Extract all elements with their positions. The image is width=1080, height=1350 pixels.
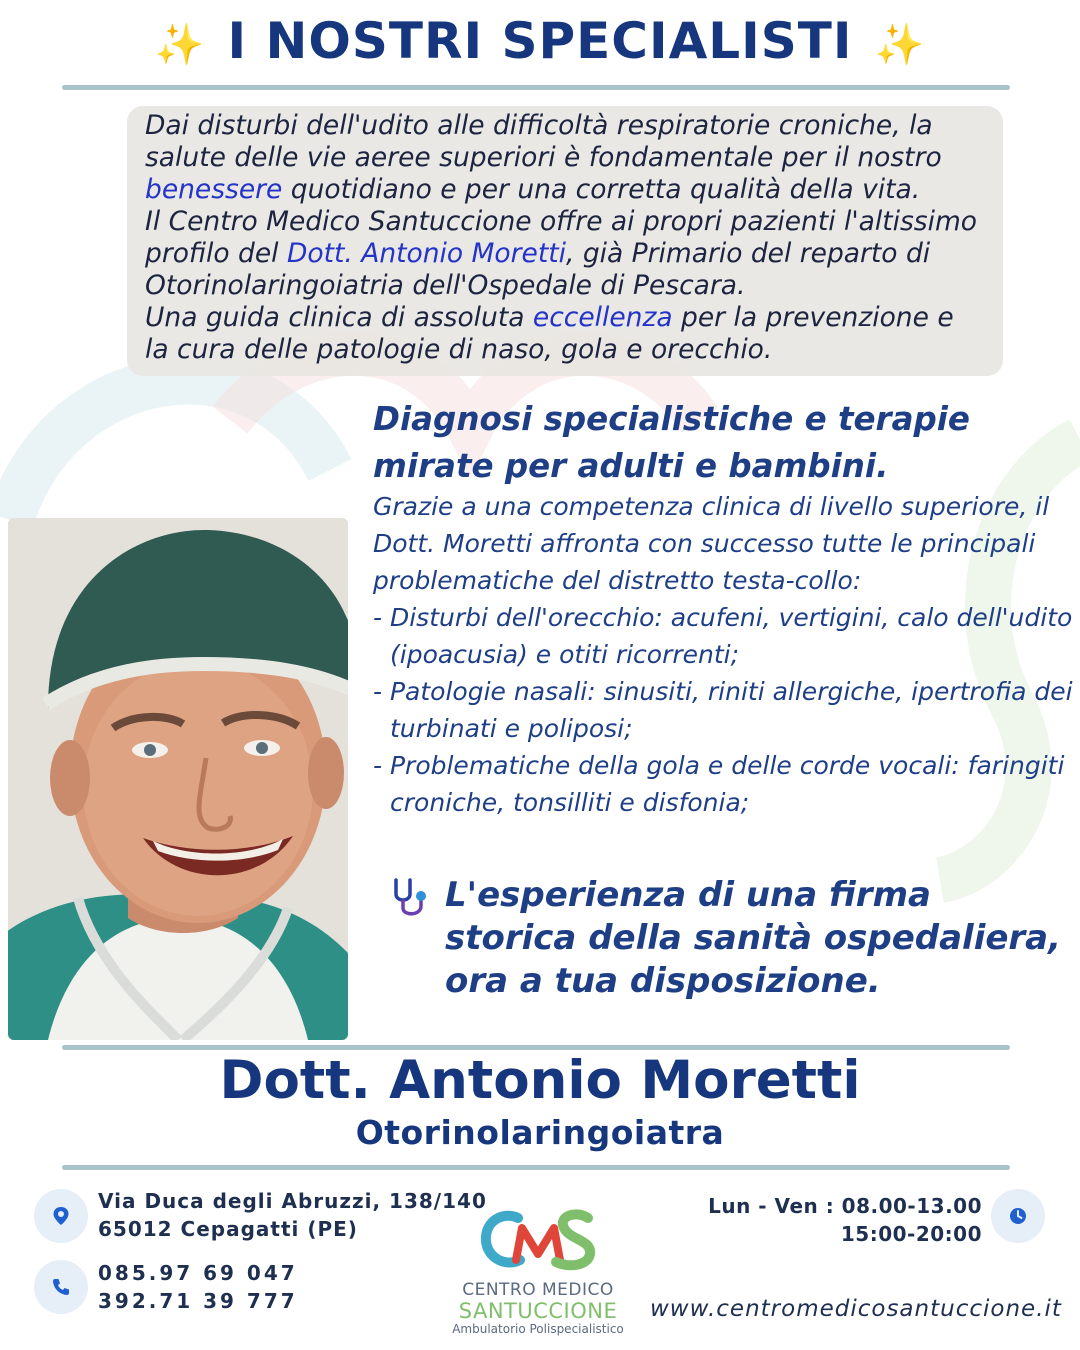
address-line-2: 65012 Cepagatti (PE) [98, 1217, 358, 1241]
phone-number-2[interactable]: 392.71 39 777 [98, 1289, 298, 1313]
logo-line-2: SANTUCCIONE [458, 1299, 618, 1323]
address [98, 1187, 487, 1243]
location-pin-icon [34, 1189, 88, 1243]
sparkle-icon: ✨ [874, 22, 926, 68]
diagnosis-body [373, 488, 1073, 821]
diagnosis-heading: Diagnosi specialistiche e terapie mirate per adulti e bambini. [373, 400, 970, 485]
phones [98, 1259, 298, 1315]
intro-box [127, 106, 1003, 376]
logo [448, 1204, 628, 1340]
stethoscope-icon [388, 876, 432, 920]
sparkle-icon: ✨ [154, 22, 206, 68]
list-item: - Patologie nasali: sinusiti, riniti allergiche, ipertrofia dei turbinati e poliposi; [373, 677, 1073, 743]
highlight-doctor-name: Dott. Antonio Moretti [286, 238, 566, 269]
doctor-name: Dott. Antonio Moretti [219, 1050, 861, 1111]
list-item: - Problematiche della gola e delle corde vocali: faringiti croniche, tonsilliti e disfonia; [373, 751, 1065, 817]
page-title [0, 12, 1080, 70]
doctor-photo [8, 518, 348, 1040]
logo-mark-icon [478, 1204, 598, 1274]
intro-paragraph-2: Il Centro Medico Santuccione offre ai propri pazienti l'altissimo profilo del Dott. Antonio Moretti, già Primario del reparto di Otorinolaringoiatria dell'Ospedale di Pescara. [145, 206, 977, 301]
logo-line-1: CENTRO MEDICO [462, 1280, 614, 1300]
phone-number-1[interactable]: 085.97 69 047 [98, 1261, 298, 1285]
intro-paragraph-1: Dai disturbi dell'udito alle difficoltà respiratorie croniche, la salute delle vie aeree superiori è fondamentale per il nostro benessere quotidiano e per una corretta qualità della vita. [145, 110, 942, 205]
clock-icon [991, 1189, 1045, 1243]
website-link[interactable]: www.centromedicosantuccione.it [650, 1296, 1062, 1322]
hours-line-2: 15:00-20:00 [840, 1222, 982, 1246]
address-line-1: Via Duca degli Abruzzi, 138/140 [98, 1189, 487, 1213]
diagnosis-intro: Grazie a una competenza clinica di livello superiore, il Dott. Moretti affronta con successo tutte le principali problematiche del distretto testa-collo: [373, 492, 1050, 595]
opening-hours [708, 1192, 982, 1248]
list-item: - Disturbi dell'orecchio: acufeni, vertigini, calo dell'udito (ipoacusia) e otiti ricorrenti; [373, 603, 1073, 669]
highlight-benessere: benessere [145, 174, 283, 205]
doctor-role: Otorinolaringoiatra [355, 1113, 725, 1152]
divider [62, 85, 1010, 90]
hours-line-1: Lun - Ven : 08.00-13.00 [708, 1194, 982, 1218]
claim-text: L'esperienza di una firma storica della sanità ospedaliera, ora a tua disposizione. [445, 875, 1062, 1001]
divider [62, 1165, 1010, 1170]
page-title-text: I NOSTRI SPECIALISTI [227, 12, 853, 70]
intro-paragraph-3: Una guida clinica di assoluta eccellenza per la prevenzione e la cura delle patologie di naso, gola e orecchio. [145, 302, 954, 365]
phone-icon [34, 1260, 88, 1314]
logo-line-3: Ambulatorio Polispecialistico [452, 1322, 624, 1336]
highlight-eccellenza: eccellenza [532, 302, 673, 333]
